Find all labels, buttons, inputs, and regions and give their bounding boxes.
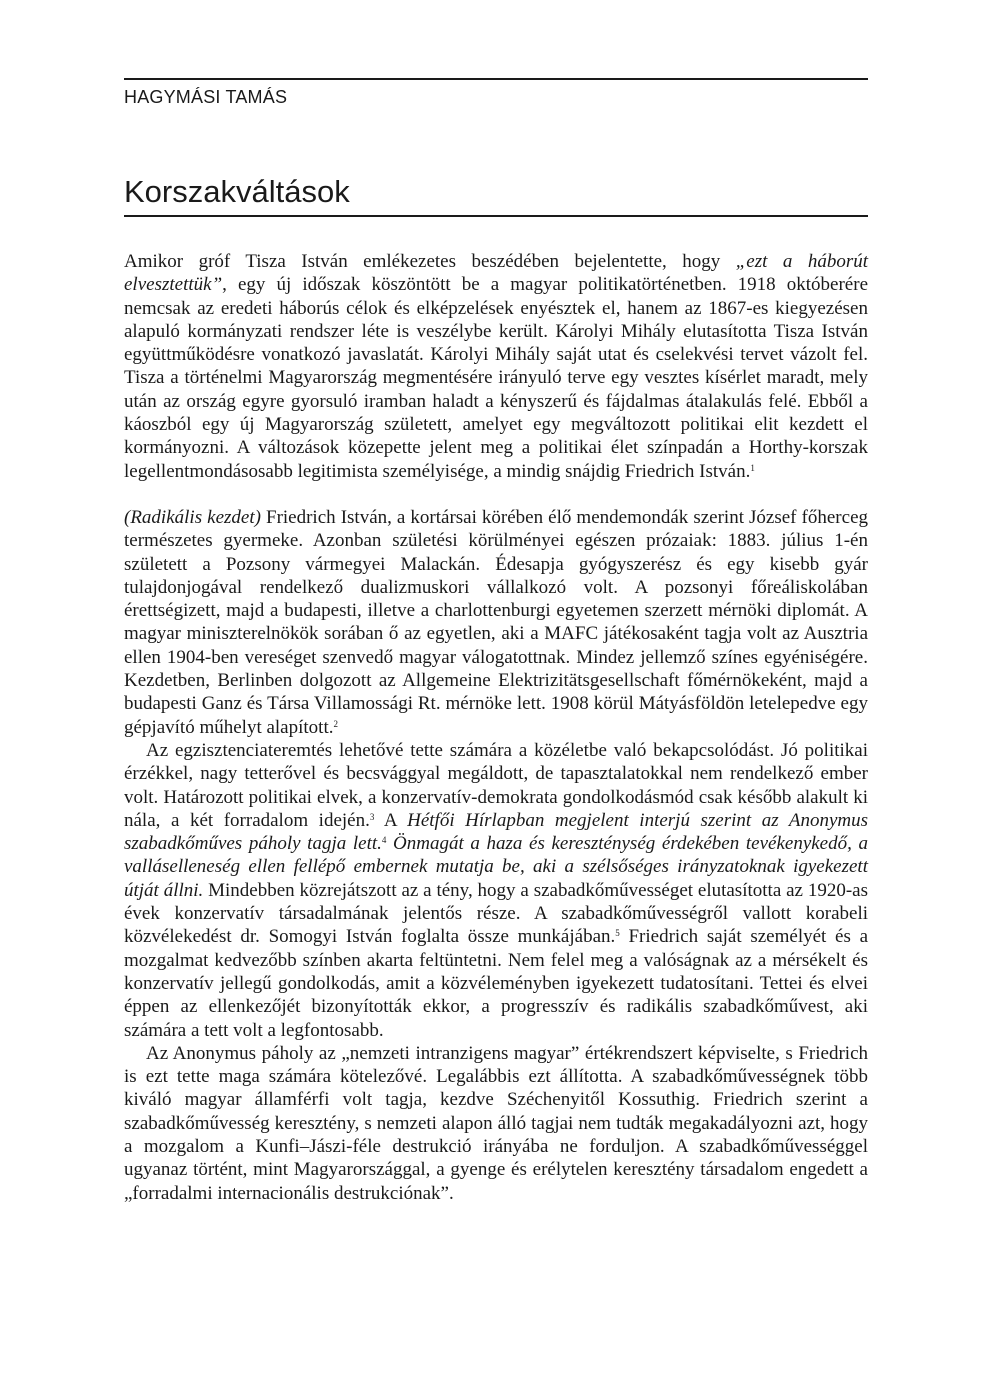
italic-text: Önmagát a haza és kereszténység érdekében tevékenykedő, a valláselleneség ellen fellépő embernek mutatja be, aki a szélsőséges irányzatoknak igyekezett útját állni. <box>124 833 868 901</box>
paragraph <box>124 506 868 739</box>
footnote-ref: 1 <box>750 462 755 473</box>
footnote-ref: 3 <box>369 811 375 822</box>
article-body <box>124 250 868 1205</box>
author-name: HAGYMÁSI TAMÁS <box>124 87 288 107</box>
text-run: Az egzisztenciateremtés lehetővé tette számára a közéletbe való bekapcsolódást. Jó politikai érzékkel, nagy tetterővel és becsvággyal megáldott, de tapasztalatokkal nem rendelkező ember volt. Határozott politikai elvek, a konzervatív-demokrata gondolkodásmód csak később alakult ki nála, a két forradalom idején. <box>124 739 868 831</box>
text-run: Friedrich saját személyét és a mozgalmat kedvezőbb színben akarta feltüntetni. Nem felel meg a valóságnak az a mérsékelt és konzervatív jellegű gondolkodás, amit a közvéleményben igyekezett tudatosítani. Tettei és elvei éppen az ellenkezőjét bizonyították ekkor, a progresszív és radikális szabadkőművest, aki számára a tett volt a legfontosabb. <box>124 926 869 1041</box>
footnote-ref: 2 <box>333 718 338 729</box>
paragraph <box>124 1042 868 1205</box>
text-run: , egy új időszak köszöntött be a magyar politikatörténetben. 1918 októberére nemcsak az eredeti háborús célok és elképzelések enyésztek el, hanem az 1867-es kiegyezésen alapuló kormányzati rendszer léte is veszélybe került. Károlyi Mihály elutasította Tisza István együttműködésre vonatkozó javaslatát. Károlyi Mihály saját utat és cselekvési tervet vázolt fel. Tisza a történelmi Magyarország megmentésére irányuló terve egy vesztes kísérlet maradt, mely után az ország egyre gyorsuló iramban haladt a kényszerű és fájdalmas átalakulás felé. Ebből a káoszból egy új Magyarország született, amelyet egy megváltozott politikai elit kezdett el kormányozni. A változások közepette jelent meg a politikai élet színpadán a Horthy-korszak legellentmondásosabb legitimista személyisége, a mindig snájdig Friedrich István. <box>124 274 868 482</box>
italic-text: (Radikális kezdet) <box>124 506 261 528</box>
text-run: A <box>374 809 408 831</box>
text-run: Friedrich István, a kortársai körében élő mendemondák szerint József főherceg természetes gyermeke. Azonban születési körülményei egészen prózaiak: 1883. július 1-én született a Pozsony vármegyei Malackán. Édesapja gyógyszerész és egy kisebb gyár tulajdonjogával rendelkező dualizmuskori vállalkozó volt. A pozsonyi főreáliskolában érettségizett, majd a budapesti, illetve a charlottenburgi egyetemen szerzett mérnöki diplomát. A magyar miniszterelnökök sorában ő az egyetlen, aki a MAFC játékosaként tagja volt az Ausztria ellen 1904-ben vereséget szenvedő magyar válogatottnak. Mindez jellemző színes egyéniségére. Kezdetben, Berlinben dolgozott az Allgemeine Elektrizitätsgesellschaft főmérnökeként, majd a budapesti Ganz és Társa Villamossági Rt. mérnöke lett. 1908 körül Mátyásföldön letelepedve egy gépjavító műhelyt alapított. <box>124 506 868 738</box>
article-title: Korszakváltások <box>124 174 350 209</box>
footnote-ref: 5 <box>615 928 620 939</box>
italic-text: „ezt a háborút elvesztettük” <box>124 251 868 296</box>
title-rule <box>124 215 868 217</box>
footnote-ref: 4 <box>381 835 387 846</box>
text-run: Mindebben közrejátszott az a tény, hogy a szabadkőművességet elutasította az 1920-as évek konzervatív társadalmának jelentős része. A szabadkőművességről vallott korabeli közvélekedést dr. Somogyi István foglalta össze munkájában. <box>124 879 868 948</box>
text-run: Az Anonymus páholy az „nemzeti intranzigens magyar” értékrendszert képviselte, s Friedrich is ezt tette maga számára kötelezővé. Legalábbis ezt állította. A szabadkőművességnek több kiváló magyar államférfi volt tagja, kezdve Széchenyitől Kossuthig. Friedrich szerint a szabadkőművesség keresztény, s nemzeti alapon álló tagjai nem tudták megakadályozni azt, hogy a mozgalom a Kunfi–Jászi-féle destrukció irányába ne forduljon. A szabadkőművességgel ugyanaz történt, mint Magyarországgal, a gyenge és erélytelen keresztény társadalom engedett a „forradalmi internacionális destrukciónak”. <box>124 1042 868 1204</box>
header-rule <box>124 78 868 80</box>
paragraph <box>124 739 868 1042</box>
italic-text: Hétfői Hírlapban megjelent interjú szerint az Anonymus szabadkőműves páholy tagja lett. <box>124 809 869 855</box>
text-run: Amikor gróf Tisza István emlékezetes beszédében bejelentette, hogy <box>124 251 736 272</box>
paragraph <box>124 250 868 483</box>
